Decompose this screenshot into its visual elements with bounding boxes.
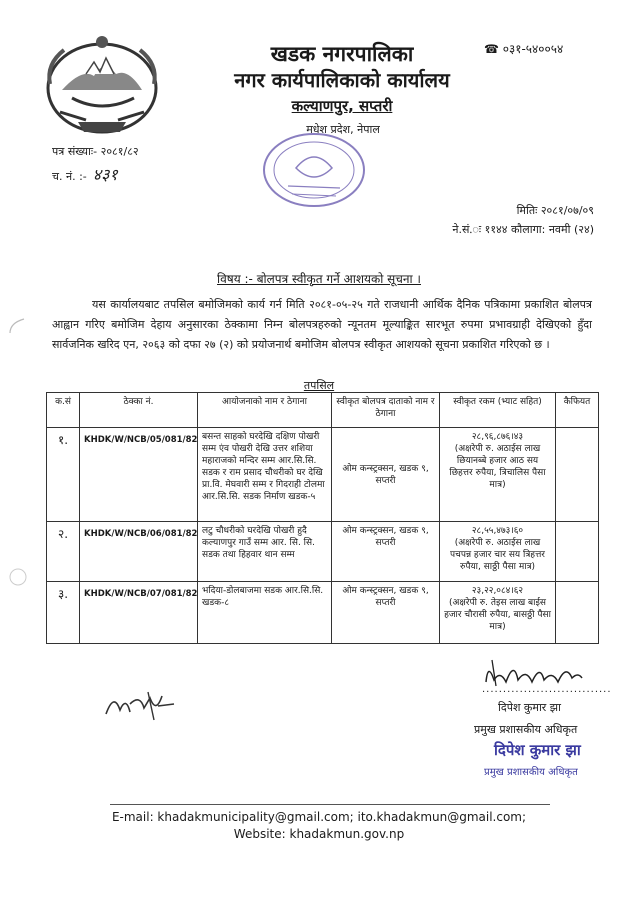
header-remarks: कैफियत <box>556 393 599 428</box>
notice-body: यस कार्यालयबाट तपसिल बमोजिमको कार्य गर्न मिति २०८१-०५-२५ गते राजधानी आर्थिक दैनिक पत्रिकामा प्रकाशित बोलपत्र आह्वान गरिए बमोजिम देहाय अनुसारका ठेक्कामा निम्न बोलपत्रहरुको न्यूनतम मूल्याङ्कित सारभूत रुपमा प्रभावग्राही देखिएको हुँदा सार्वजनिक खरिद एन, २०६३ को दफा २७ (२) को प्रयोजनार्थ बमोजिम बोलपत्र स्वीकृत आशयको सूचना प्रकाशित गरिएको छ । <box>52 298 592 351</box>
bid-acceptance-table <box>46 392 599 644</box>
header-project: आयोजनाको नाम र ठेगाना <box>198 393 332 428</box>
amount-figure: २८,९६,८७६।४३ <box>471 432 524 442</box>
punch-hole-mark <box>6 315 28 337</box>
row-sn: २. <box>47 522 80 582</box>
row-amount <box>440 428 556 522</box>
letter-number: पत्र संख्याः- २०८१/८२ <box>52 145 139 158</box>
name-stamp: दिपेश कुमार झा <box>494 741 581 759</box>
punch-hole-mark <box>6 566 28 588</box>
header-contract-no: ठेक्का नं. <box>80 393 198 428</box>
table-row <box>47 428 599 522</box>
row-sn: १. <box>47 428 80 522</box>
row-remarks <box>556 582 599 644</box>
bidder-text: ओम कन्स्ट्रक्सन, खडक ९, सप्तरी <box>342 463 429 486</box>
table-row <box>47 522 599 582</box>
signatory-designation: प्रमुख प्रशासकीय अधिकृत <box>474 723 578 736</box>
dispatch-label: च. नं. :- <box>52 170 87 183</box>
header-sn: क.सं <box>47 393 80 428</box>
signatory-name: दिपेश कुमार झा <box>498 701 561 714</box>
row-amount <box>440 522 556 582</box>
table-header-row <box>47 393 599 428</box>
nepal-government-emblem <box>42 28 162 136</box>
bidder-text: ओम कन्स्ट्रक्सन, खडक ९, सप्तरी <box>342 586 429 608</box>
handwritten-initials <box>100 684 180 724</box>
office-location: कल्याणपुर, सप्तरी <box>291 97 393 115</box>
letter-date: मितिः २०८१/०७/०९ <box>516 204 594 217</box>
row-contract-no: KHDK/W/NCB/05/081/82 <box>80 428 198 522</box>
header-bidder: स्वीकृत बोलपत्र दाताको नाम र ठेगाना <box>332 393 440 428</box>
row-bidder <box>332 428 440 522</box>
province-name: मधेश प्रदेश, नेपाल <box>306 123 380 136</box>
row-project: लटु चौधरीको घरदेखि पोखरी हुदै कल्याणपुर गाउँ सम्म आर. सि. सि. सडक तथा हिहवार थान सम्म <box>198 522 332 582</box>
row-bidder <box>332 522 440 582</box>
municipality-name: खडक नगरपालिका <box>270 42 414 66</box>
row-project: भदिया-डोलबाजमा सडक आर.सि.सि. खडक-८ <box>198 582 332 644</box>
row-bidder <box>332 582 440 644</box>
row-contract-no: KHDK/W/NCB/07/081/82 <box>80 582 198 644</box>
table-row <box>47 582 599 644</box>
row-project: बसन्त साहको घरदेखि दक्षिण पोखरी सम्म एंव पोखरी देखि उत्तर शशिया महाराजको मन्दिर सम्म आर.सि.सि. सडक र राम प्रसाद चौधरीको घर देखि प्रा.वि. मेघवारी सम्म र गिदराही टोलमा आर.सि.सि. सडक निर्माण खडक-५ <box>198 428 332 522</box>
phone-number: ☎ ०३१-५४००५४ <box>484 42 564 56</box>
footer-website: Website: khadakmun.gov.np <box>233 827 405 841</box>
amount-figure: २३,२२,०८४।६२ <box>471 586 524 596</box>
office-stamp <box>258 128 370 212</box>
row-remarks <box>556 522 599 582</box>
row-sn: ३. <box>47 582 80 644</box>
nepal-sambat-date: ने.सं.ः ११४४ कौलागा: नवमी (२४) <box>452 223 594 236</box>
table-caption: तपसिल <box>303 379 335 392</box>
footer-divider <box>110 804 550 805</box>
amount-words: (अक्षरेपी रु. अठाईस लाख पचपन्न हजार चार सय त्रिहत्तर रुपैया, साठ्ठी पैसा मात्र) <box>450 538 545 572</box>
office-name: नगर कार्यपालिकाको कार्यालय <box>234 68 450 92</box>
bidder-text: ओम कन्स्ट्रक्सन, खडक ९, सप्तरी <box>342 526 429 548</box>
footer-email: E-mail: khadakmunicipality@gmail.com; ito.khadakmun@gmail.com; <box>111 810 527 824</box>
signature-line: ............................... <box>482 684 612 695</box>
subject-line <box>0 270 638 287</box>
designation-stamp: प्रमुख प्रशासकीय अधिकृत <box>484 767 578 778</box>
row-remarks <box>556 428 599 522</box>
amount-words: (अक्षरेपी रु. तेइस लाख बाईस हजार चौरासी रुपैया, बासठ्ठी पैसा मात्र) <box>444 598 551 632</box>
row-amount <box>440 582 556 644</box>
header-amount: स्वीकृत रकम (भ्याट सहित) <box>440 393 556 428</box>
dispatch-handwritten-number: ४३१ <box>92 165 118 184</box>
amount-words: (अक्षरेपी रु. अठाईस लाख छियानब्बे हजार आठ सय छिहत्तर रुपैया, त्रिचालिस पैसा मात्र) <box>449 444 546 490</box>
subject-text: विषय :- बोलपत्र स्वीकृत गर्ने आशयको सूचना । <box>217 272 421 286</box>
dispatch-number <box>52 163 118 185</box>
amount-figure: २८,५५,४७३।६० <box>471 526 524 536</box>
row-contract-no: KHDK/W/NCB/06/081/82 <box>80 522 198 582</box>
